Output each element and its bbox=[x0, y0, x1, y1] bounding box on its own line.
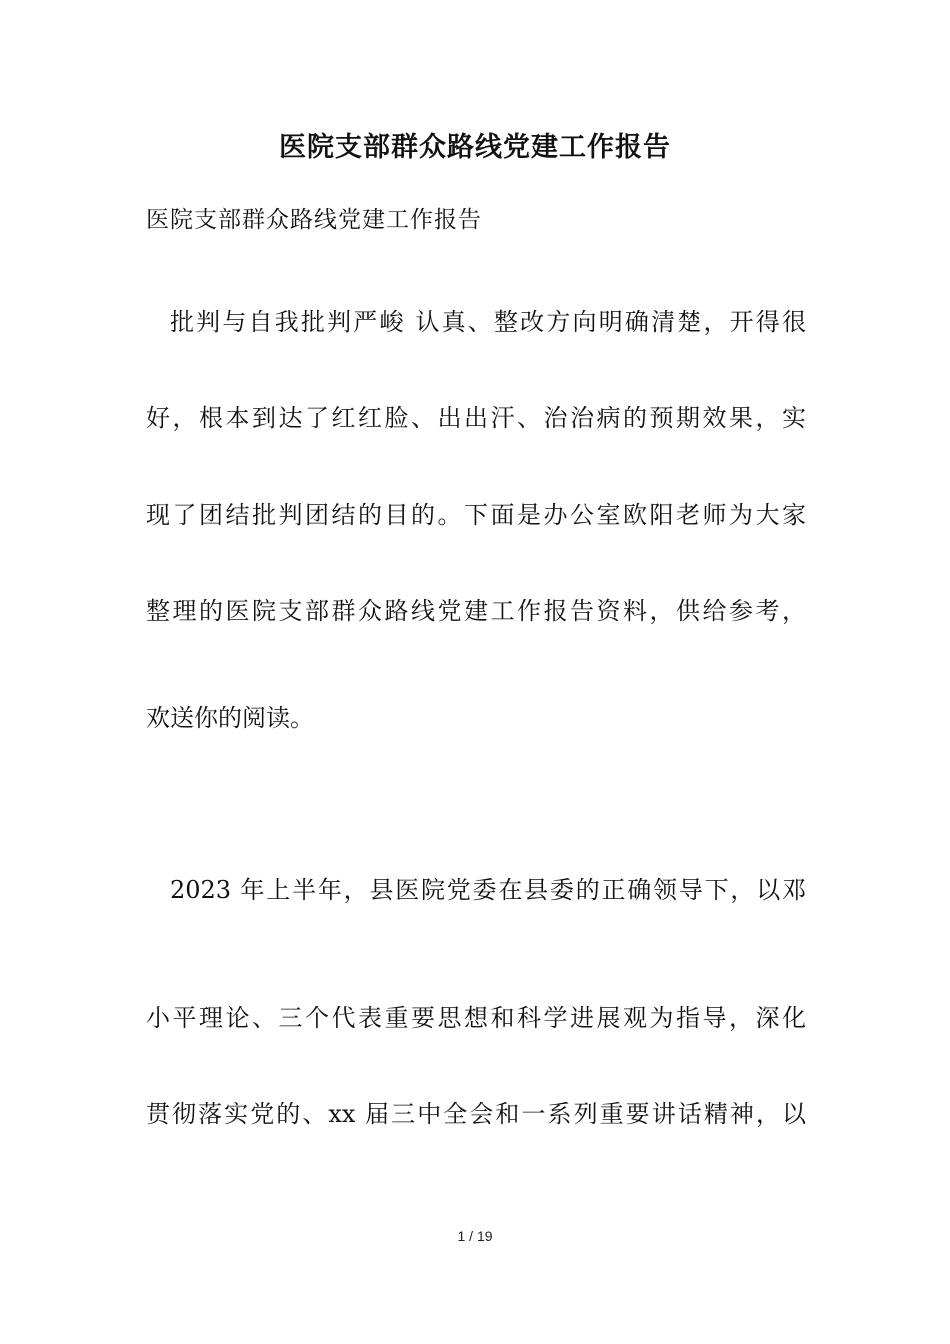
document-subtitle: 医院支部群众路线党建工作报告 bbox=[146, 207, 482, 233]
paragraph-line: 现了团结批判团结的目的。下面是办公室欧阳老师为大家 bbox=[146, 501, 806, 529]
paragraph-line: 2023 年上半年，县医院党委在县委的正确领导下，以邓 bbox=[170, 876, 806, 904]
document-title: 医院支部群众路线党建工作报告 bbox=[279, 132, 671, 163]
page-number: 1 / 19 bbox=[457, 1228, 493, 1244]
paragraph-line: 欢送你的阅读。 bbox=[146, 704, 314, 732]
paragraph-line: 批判与自我批判严峻 认真、整改方向明确清楚，开得很 bbox=[170, 308, 806, 336]
paragraph-line: 好，根本到达了红红脸、出出汗、治治病的预期效果，实 bbox=[146, 404, 806, 432]
paragraph-line: 小平理论、三个代表重要思想和科学进展观为指导，深化 bbox=[146, 1004, 806, 1032]
paragraph-line: 贯彻落实党的、xx 届三中全会和一系列重要讲话精神，以 bbox=[146, 1100, 806, 1128]
paragraph-line: 整理的医院支部群众路线党建工作报告资料，供给参考， bbox=[146, 597, 806, 625]
